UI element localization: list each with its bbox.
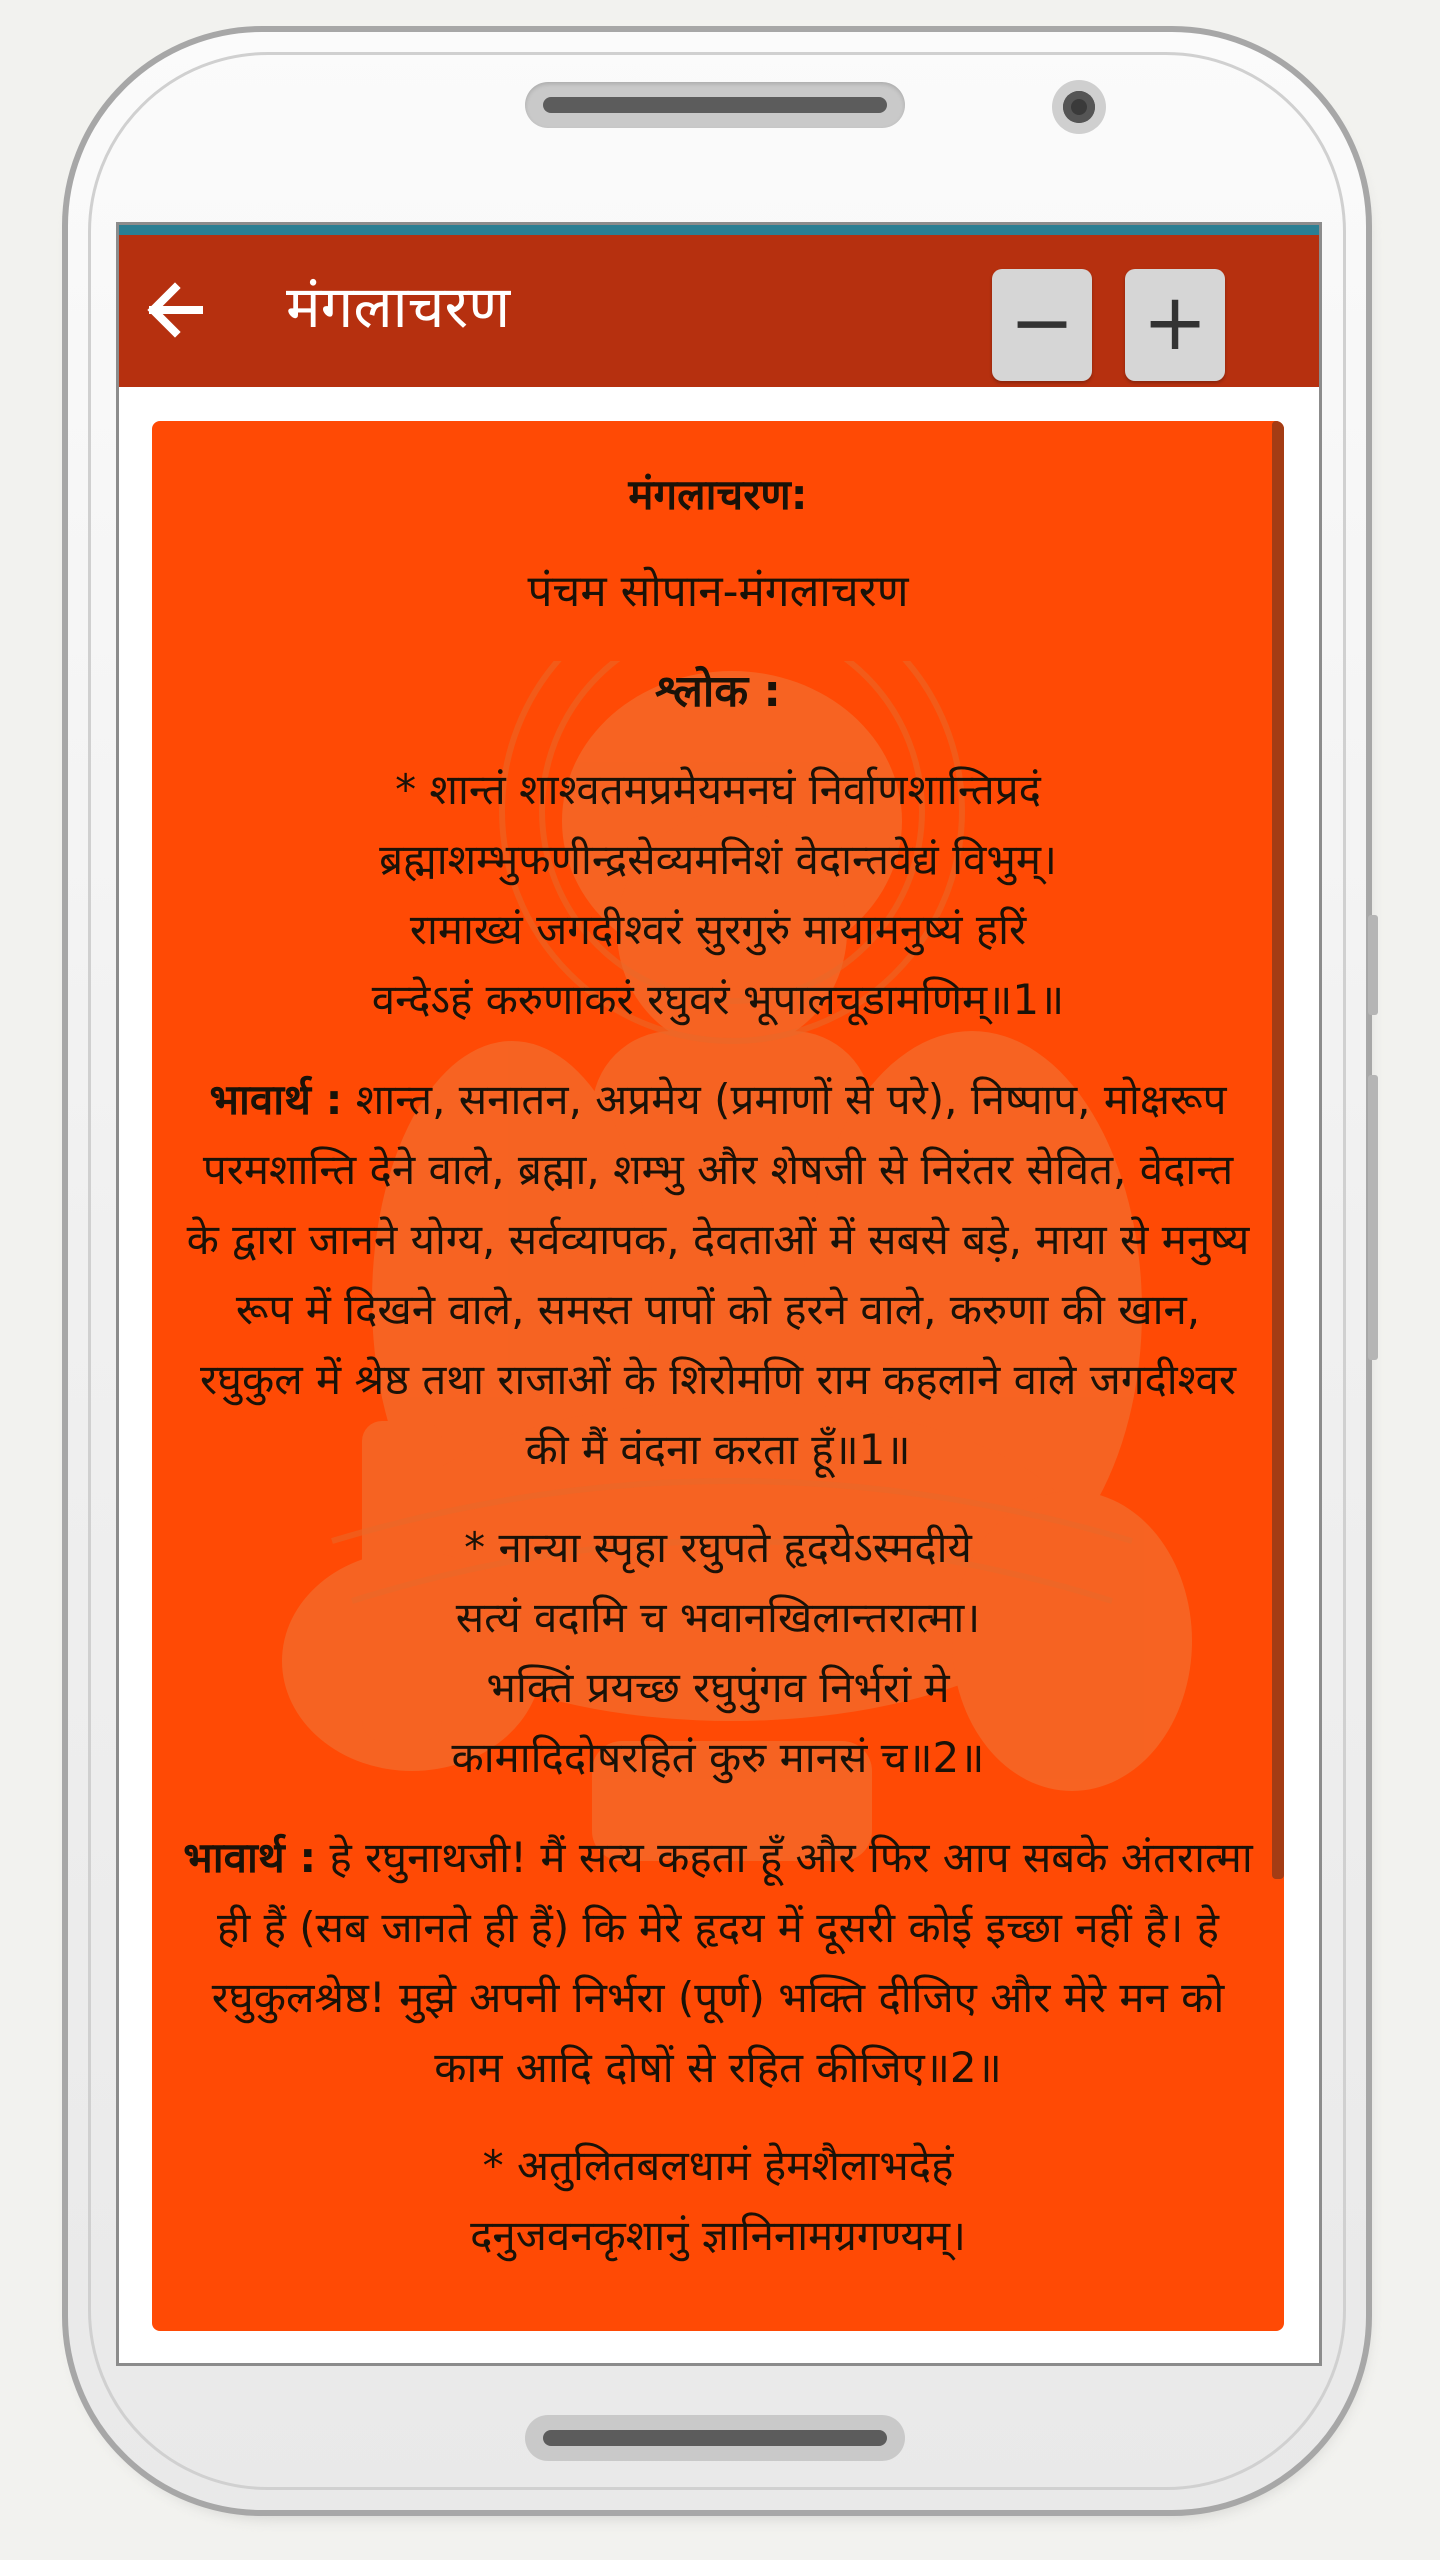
- meaning-2-label: भावार्थ :: [183, 1833, 317, 1882]
- increase-font-button[interactable]: +: [1125, 269, 1225, 381]
- meaning-1: [182, 1065, 1254, 1485]
- scripture-text: [152, 463, 1284, 2271]
- section-subtitle: पंचम सोपान-मंगलाचरण: [527, 566, 909, 617]
- verse-3: * अतुलितबलधामं हेमशैलाभदेहं दनुजवनकृशानुं ज्ञानिनामग्रगण्यम्‌।: [470, 2141, 966, 2260]
- meaning-1-label: भावार्थ :: [209, 1075, 343, 1124]
- verse-2: * नान्या स्पृहा रघुपते हृदयेऽस्मदीये सत्यं वदामि च भवानखिलान्तरात्मा। भक्तिं प्रयच्छ रघुपुंगव निर्भरां मे कामादिदोषरहितं कुरु मानसं च॥2॥: [451, 1523, 985, 1782]
- app-bar: [119, 235, 1319, 387]
- arrow-left-icon[interactable]: [141, 275, 221, 345]
- power-button: [1368, 1075, 1378, 1360]
- device-screen: [116, 222, 1322, 2366]
- meaning-2: [182, 1823, 1254, 2103]
- volume-button: [1368, 915, 1378, 1015]
- section-heading: मंगलाचरण:: [628, 470, 808, 519]
- shlok-label: श्लोक :: [654, 666, 782, 717]
- meaning-1-text: शान्त, सनातन, अप्रमेय (प्रमाणों से परे), निष्पाप, मोक्षरूप परमशान्ति देने वाले, ब्रह्मा, शम्भु और शेषजी से निरंतर सेवित, वेदान्त के द्वारा जानने योग्य, सर्वव्यापक, देवताओं में सबसे बड़े, माया से मनुष्य रूप में दिखने वाले, समस्त पापों को हरने वाले, करुणा की खान, रघुकुल में श्रेष्ठ तथा राजाओं के शिरोमणि राम कहलाने वाले जगदीश्वर की मैं वंदना करता हूँ॥1॥: [186, 1075, 1250, 1474]
- front-camera: [1052, 80, 1106, 134]
- page-title: मंगलाचरण: [286, 273, 511, 341]
- earpiece-speaker: [525, 82, 905, 128]
- verse-1: * शान्तं शाश्वतमप्रमेयमनघं निर्वाणशान्तिप्रदं ब्रह्माशम्भुफणीन्द्रसेव्यमनिशं वेदान्तवेद्यं विभुम्‌। रामाख्यं जगदीश्वरं सुरगुरुं मायामनुष्यं हरिं वन्देऽहं करुणाकरं रघुवरं भूपालचूडामणिम्‌॥1॥: [371, 765, 1065, 1024]
- content-card[interactable]: [152, 421, 1284, 2331]
- status-bar: [119, 225, 1319, 235]
- bottom-speaker: [525, 2415, 905, 2461]
- decrease-font-button[interactable]: −: [992, 269, 1092, 381]
- meaning-2-text: हे रघुनाथजी! मैं सत्य कहता हूँ और फिर आप सबके अंतरात्मा ही हैं (सब जानते ही हैं) कि मेरे हृदय में दूसरी कोई इच्छा नहीं है। हे रघुकुलश्रेष्ठ! मुझे अपनी निर्भरा (पूर्ण) भक्ति दीजिए और मेरे मन को काम आदि दोषों से रहित कीजिए॥2॥: [211, 1833, 1253, 2092]
